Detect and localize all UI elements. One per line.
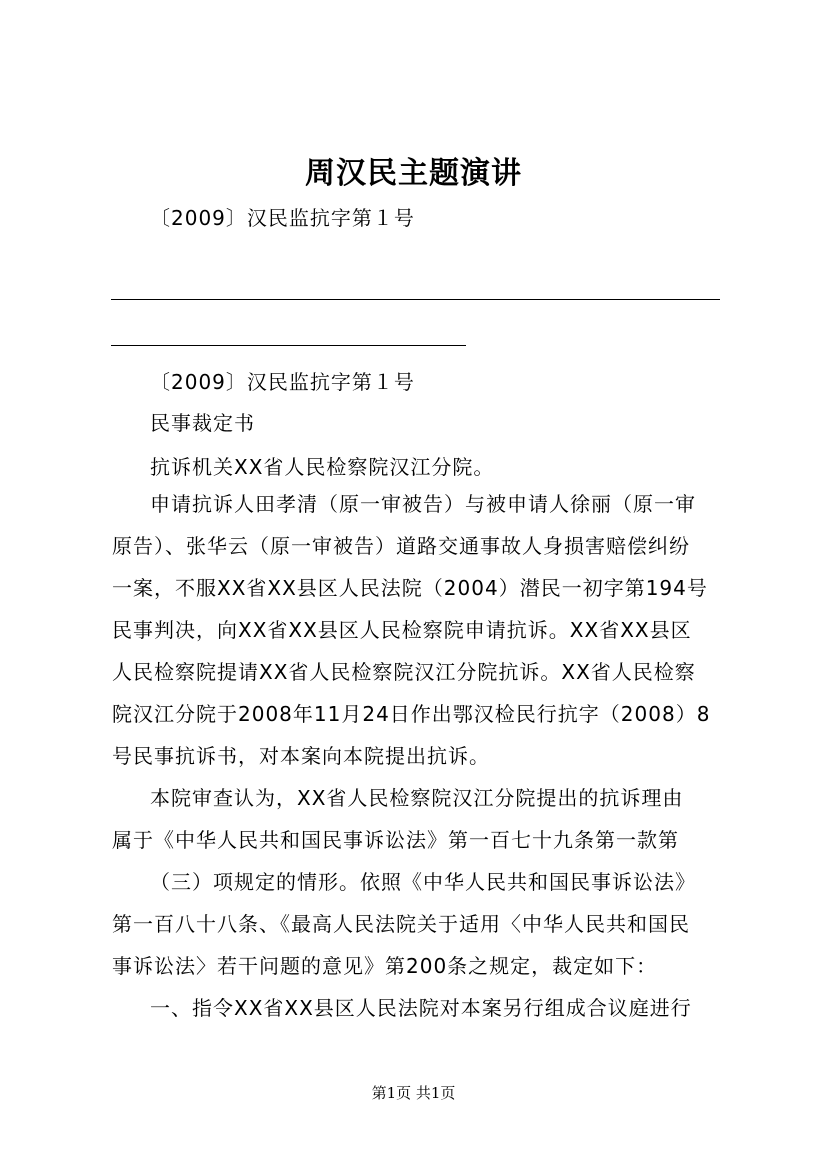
page-footer: 第1页 共1页 <box>371 1084 456 1102</box>
body-line: 人民检察院提请XX省人民检察院汉江分院抗诉。XX省人民检察 <box>112 660 696 684</box>
protest-organization: 抗诉机关XX省人民检察院汉江分院。 <box>150 455 495 479</box>
body-line: 事诉讼法〉若干问题的意见》第200条之规定，裁定如下： <box>112 954 658 978</box>
body-line: 本院审查认为，XX省人民检察院汉江分院提出的抗诉理由 <box>150 786 684 810</box>
case-number-top: 〔2009〕汉民监抗字第１号 <box>150 206 415 230</box>
document-type: 民事裁定书 <box>150 411 255 435</box>
body-line: 号民事抗诉书，对本案向本院提出抗诉。 <box>112 744 490 768</box>
horizontal-rule-long <box>111 299 720 300</box>
body-line: 院汉江分院于2008年11月24日作出鄂汉检民行抗字（2008）8 <box>112 702 711 726</box>
horizontal-rule-short <box>111 345 466 346</box>
body-line: 一案，不服XX省XX县区人民法院（2004）潜民一初字第194号 <box>112 576 708 600</box>
body-line: 民事判决，向XX省XX县区人民检察院申请抗诉。XX省XX县区 <box>112 618 692 642</box>
body-line: 一、指令XX省XX县区人民法院对本案另行组成合议庭进行 <box>150 996 692 1020</box>
body-line: 原告）、张华云（原一审被告）道路交通事故人身损害赔偿纠纷 <box>112 534 690 558</box>
body-line: 申请抗诉人田孝清（原一审被告）与被申请人徐丽（原一审 <box>150 492 696 516</box>
body-line: 第一百八十八条、《最高人民法院关于适用〈中华人民共和国民 <box>112 912 690 936</box>
case-number: 〔2009〕汉民监抗字第１号 <box>150 370 415 394</box>
document-title: 周汉民主题演讲 <box>305 156 522 191</box>
body-line: 属于《中华人民共和国民事诉讼法》第一百七十九条第一款第 <box>112 828 679 852</box>
body-line: （三）项规定的情形。依照《中华人民共和国民事诉讼法》 <box>150 870 696 894</box>
